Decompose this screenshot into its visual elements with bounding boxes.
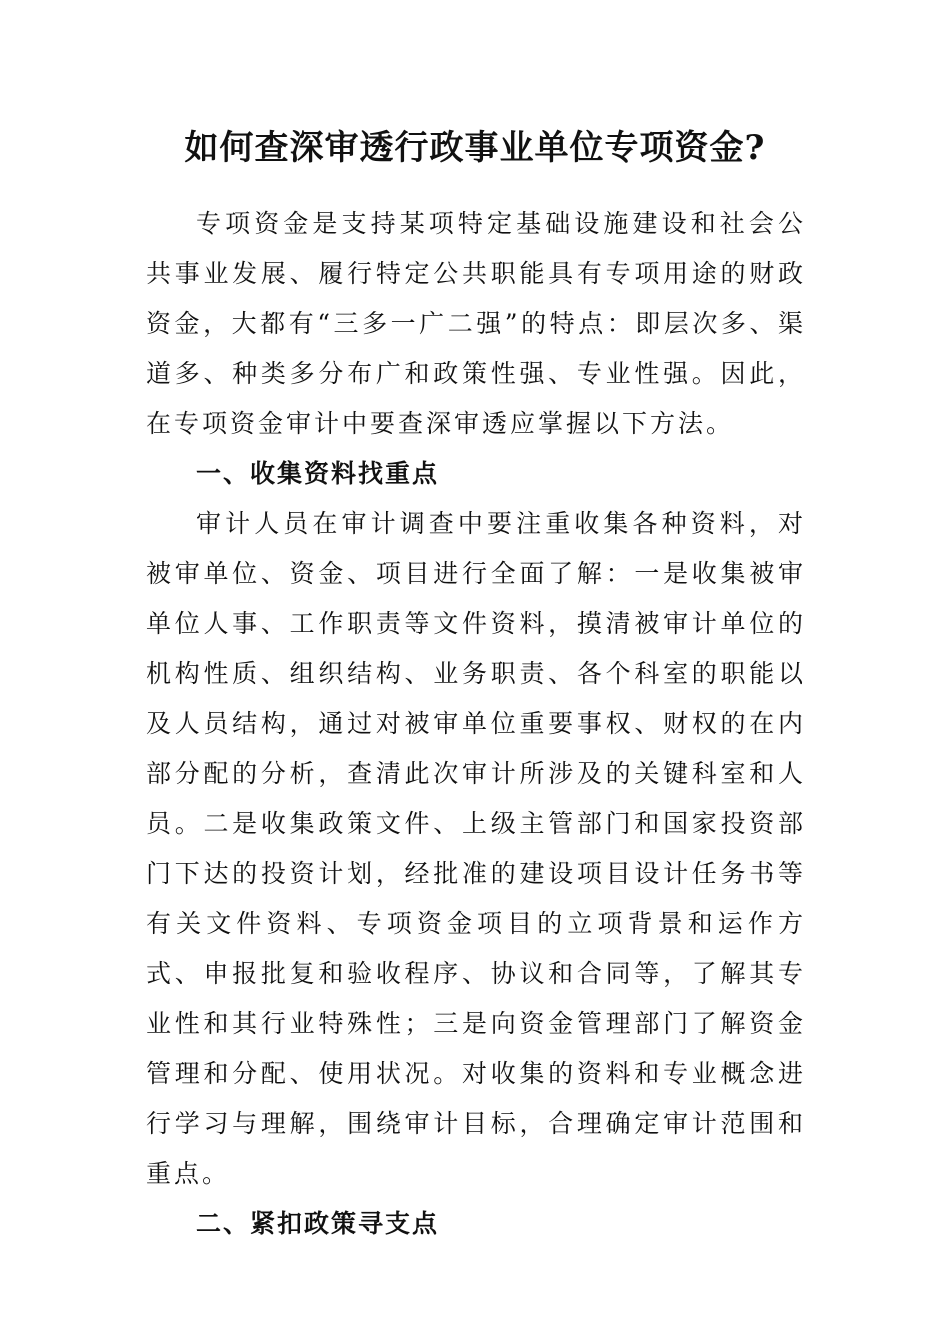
section-heading-1: 一、收集资料找重点 xyxy=(196,459,440,488)
document-title: 如何查深审透行政事业单位专项资金? xyxy=(184,128,766,168)
section-1-paragraph: 审计人员在审计调查中要注重收集各种资料，对被审单位、资金、项目进行全面了解：一是收集被审单位人事、工作职责等文件资料，摸清被审计单位的机构性质、组织结构、业务职责、各个科室的职能以及人员结构，通过对被审单位重要事权、财权的在内部分配的分析，查清此次审计所涉及的关键科室和人员。二是收集政策文件、上级主管部门和国家投资部门下达的投资计划，经批准的建设项目设计任务书等有关文件资料、专项资金项目的立项背景和运作方式、申报批复和验收程序、协议和合同等，了解其专业性和其行业特殊性；三是向资金管理部门了解资金管理和分配、使用状况。对收集的资料和专业概念进行学习与理解，围绕审计目标，合理确定审计范围和重点。 xyxy=(146,509,806,1188)
document-body xyxy=(146,199,806,1249)
intro-paragraph: 专项资金是支持某项特定基础设施建设和社会公共事业发展、履行特定公共职能具有专项用途的财政资金，大都有“三多一广二强”的特点：即层次多、渠道多、种类多分布广和政策性强、专业性强。因此，在专项资金审计中要查深审透应掌握以下方法。 xyxy=(146,209,806,438)
section-heading-2: 二、紧扣政策寻支点 xyxy=(196,1209,440,1238)
